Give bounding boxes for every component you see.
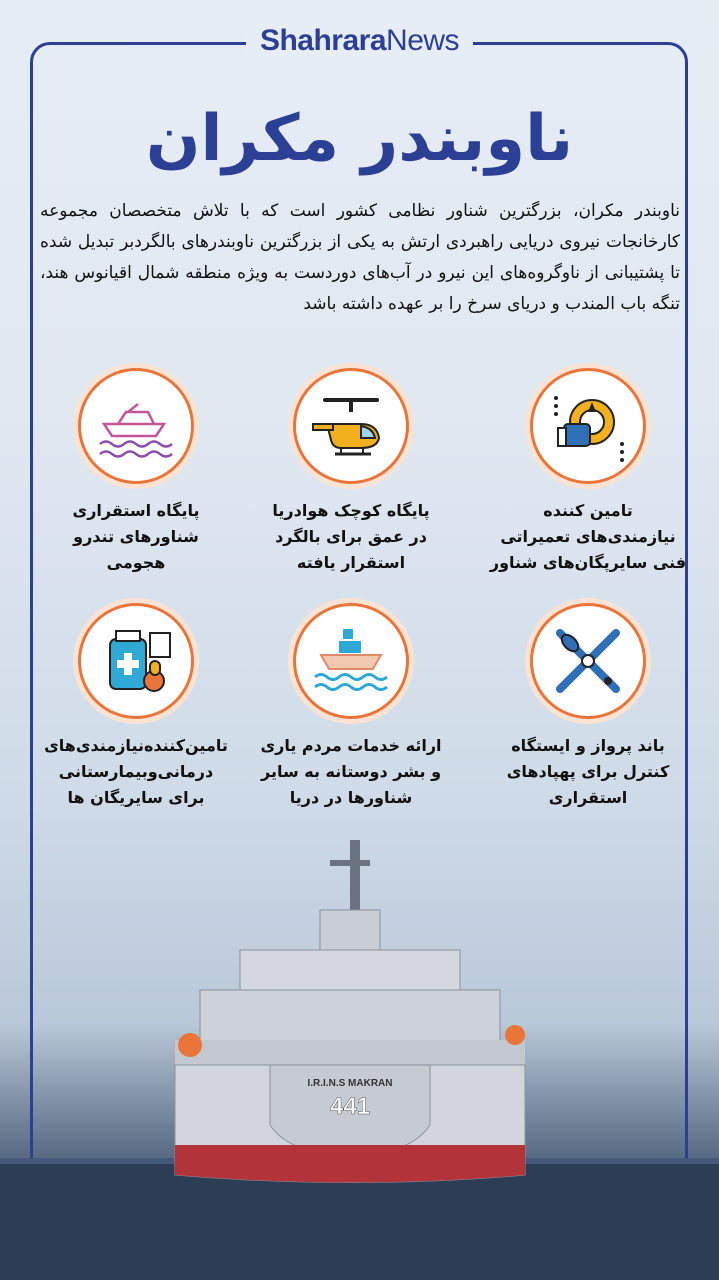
speedboat-icon (78, 368, 194, 484)
feature-drone (478, 603, 698, 811)
brand-name-bold: Shahrara (259, 24, 387, 57)
ship-hull-number: 441 (329, 1093, 371, 1120)
ship-icon (293, 603, 409, 719)
drone-icon (530, 603, 646, 719)
brand-logo (0, 24, 719, 58)
medical-icon (78, 603, 194, 719)
helicopter-icon (293, 368, 409, 484)
feature-repair-label: تامین کننده نیازمندی‌های تعمیراتی فنی سایرپگان‌های شناور (489, 501, 687, 572)
intro-paragraph: ناوبندر مکران، بزرگترین شناور نظامی کشور است که با تلاش متخصصان مجموعه کارخانجات نیروی دریایی راهبردی ارتش به یکی از بزرگترین ناوبندرهای بالگردبر تبدیل شده تا پشتیبانی از ناوگروه‌های این نیرو در آب‌های دوردست به ویژه منطقه شمال اقیانوس هند، تنگه باب المندب و دریای سرخ را بر عهده داشته باشد (40, 201, 680, 314)
feature-speedboat (26, 368, 246, 576)
repair-tools-icon (530, 368, 646, 484)
feature-humanitarian (241, 603, 461, 811)
ship-name-plate: I.R.I.N.S MAKRAN (307, 1078, 393, 1089)
feature-humanitarian-label: ارائه خدمات مردم یاری و بشر دوستانه به سایر شناورها در دریا (260, 736, 442, 807)
feature-speedboat-label: پایگاه استقراری شناورهای تندرو هجومی (72, 501, 200, 572)
feature-medical (26, 603, 246, 811)
feature-helicopter (241, 368, 461, 576)
feature-repair (478, 368, 698, 576)
page-title: ناوبندر مکران (145, 102, 574, 176)
ship-illustration (0, 840, 719, 1280)
brand-name-light: News (386, 24, 460, 57)
feature-medical-label: تامین‌کننده‌نیازمندی‌های درمانی‌وبیمارستانی برای سایریگان ها (44, 736, 228, 807)
feature-helicopter-label: پایگاه کوچک هوادریا در عمق برای بالگرد استقرار یافته (272, 501, 430, 572)
feature-drone-label: باند پرواز و ایستگاه کنترل برای پهپادهای استقراری (506, 736, 670, 807)
